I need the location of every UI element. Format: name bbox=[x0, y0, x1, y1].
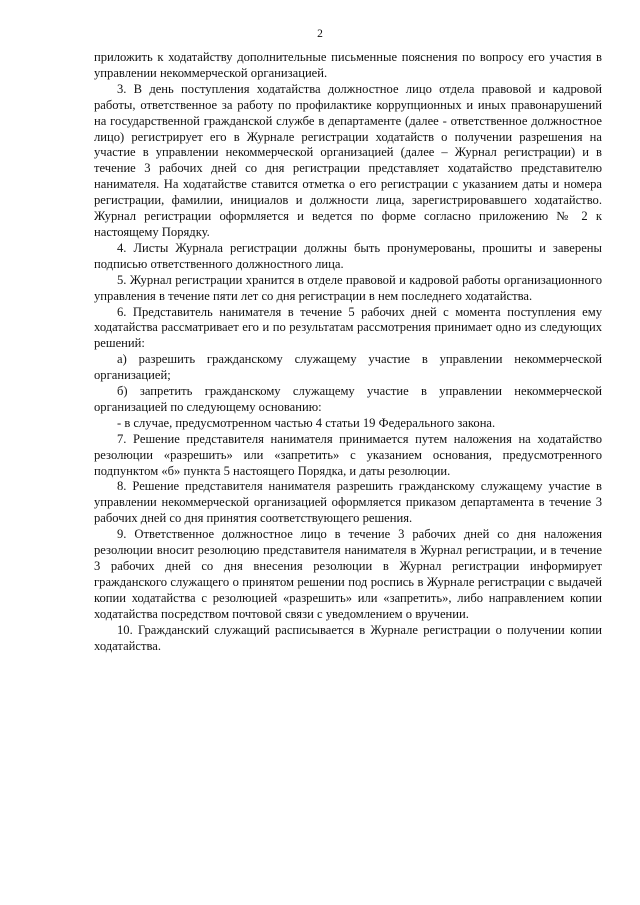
paragraph-6: 6. Представитель нанимателя в течение 5 рабочих дней с момента поступления ему ходатайства рассматривает его и по результатам рассмотрения принимает одно из следующих решений: bbox=[94, 304, 602, 351]
paragraph-7: 7. Решение представителя нанимателя принимается путем наложения на ходатайство резолюции «разрешить» или «запретить» с указанием основания, предусмотренного подпунктом «б» пункта 5 настоящего Порядка, и даты резолюции. bbox=[94, 431, 602, 478]
paragraph-10: 10. Гражданский служащий расписывается в Журнале регистрации о получении копии ходатайства. bbox=[94, 622, 602, 653]
page-number: 2 bbox=[317, 28, 323, 40]
paragraph-6b: б) запретить гражданскому служащему участие в управлении некоммерческой организацией по следующему основанию: bbox=[94, 384, 602, 414]
paragraph-9: 9. Ответственное должностное лицо в течение 3 рабочих дней со дня наложения резолюции вносит резолюцию представителя нанимателя в Журнал регистрации, и в течение 3 рабочих дней со дня внесения резолюции в Журнал регистрации информирует гражданского служащего о принятом решении под роспись в Журнале регистрации с выдачей копии ходатайства с резолюцией «разрешить» или «запретить», либо направлением копии ходатайства посредством почтовой связи с уведомлением о вручении. bbox=[94, 527, 602, 621]
document-body bbox=[94, 50, 602, 654]
paragraph-3: 3. В день поступления ходатайства должностное лицо отдела правовой и кадровой работы, ответственное за работу по профилактике коррупционных и иных правонарушений на государственной гражданской службе в департаменте (далее - ответственное должностное лицо) регистрирует его в Журнале регистрации ходатайств о получении разрешения на участие в управлении некоммерческой организацией (далее – Журнал регистрации) и в течение 3 рабочих дней со дня регистрации представляет ходатайство представителю нанимателя. На ходатайстве ставится отметка о его регистрации с указанием даты и номера регистрации, фамилии, инициалов и должности лица, зарегистрировавшего ходатайство. Журнал регистрации оформляется и ведется по форме согласно приложению № 2 к настоящему Порядку. bbox=[94, 81, 602, 239]
paragraph-continuation: приложить к ходатайству дополнительные письменные пояснения по вопросу его участия в управлении некоммерческой организацией. bbox=[94, 50, 602, 80]
paragraph-6a: а) разрешить гражданскому служащему участие в управлении некоммерческой организацией; bbox=[94, 352, 602, 383]
paragraph-4: 4. Листы Журнала регистрации должны быть пронумерованы, прошиты и заверены подписью ответственного должностного лица. bbox=[94, 240, 602, 271]
paragraph-5: 5. Журнал регистрации хранится в отделе правовой и кадровой работы организационного управления в течение пяти лет со дня регистрации в нем последнего ходатайства. bbox=[94, 272, 602, 303]
paragraph-8: 8. Решение представителя нанимателя разрешить гражданскому служащему участие в управлении некоммерческой организацией оформляется приказом департамента в течение 3 рабочих дней со дня принятия соответствующего решения. bbox=[94, 479, 602, 526]
paragraph-6b-basis: - в случае, предусмотренном частью 4 статьи 19 Федерального закона. bbox=[117, 415, 496, 430]
